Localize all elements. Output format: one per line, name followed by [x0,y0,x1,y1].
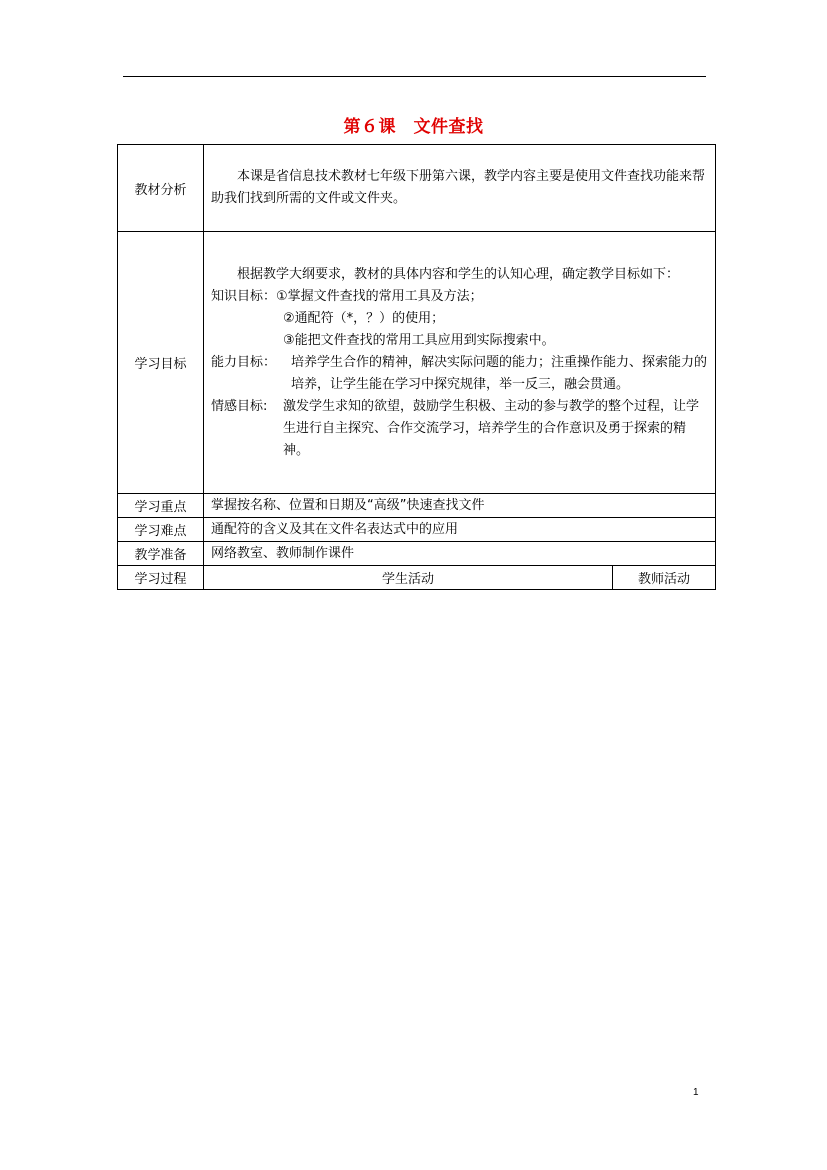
page-number: 1 [693,1087,699,1098]
emotion-goal [211,396,711,462]
knowledge-item-3: ③能把文件查找的常用工具应用到实际搜索中。 [283,332,555,348]
analysis-text: 本课是省信息技术教材七年级下册第六课，教学内容主要是使用文件查找功能来帮助我们找到所需的文件或文件夹。 [211,169,706,206]
difficulty-text: 通配符的含义及其在文件名表达式中的应用 [211,521,459,537]
focus-content [204,494,716,518]
knowledge-goal-label: 知识目标： [211,288,277,304]
knowledge-item-2: ②通配符（*，？）的使用； [283,310,445,326]
difficulty-label: 学习难点 [118,518,204,542]
difficulty-row [118,518,716,542]
process-row [118,566,716,590]
focus-text: 掌握按名称、位置和日期及“高级”快速查找文件 [211,497,485,513]
goals-content [204,232,716,494]
analysis-content [204,145,716,232]
preparation-row [118,542,716,566]
teacher-activity-header: 教师活动 [613,566,716,590]
goals-intro: 根据教学大纲要求，教材的具体内容和学生的认知心理，确定教学目标如下： [237,266,680,282]
student-activity-header: 学生活动 [204,566,613,590]
knowledge-item-1: ①掌握文件查找的常用工具及方法； [276,288,483,304]
analysis-row [118,145,716,232]
lesson-plan-table [117,144,716,590]
goals-label: 学习目标 [118,232,204,494]
preparation-content [204,542,716,566]
analysis-label: 教材分析 [118,145,204,232]
goals-row [118,232,716,494]
preparation-label: 教学准备 [118,542,204,566]
ability-goal-text: 培养学生合作的精神，解决实际问题的能力；注重操作能力、探索能力的培养，让学生能在学习中探究规律，举一反三，融会贯通。 [291,354,708,392]
focus-row [118,494,716,518]
page-title: 第６课 文件查找 [343,117,484,137]
knowledge-goal [211,286,711,308]
emotion-goal-text: 激发学生求知的欲望，鼓励学生积极、主动的参与教学的整个过程，让学生进行自主探究、合作交流学习，培养学生的合作意识及勇于探索的精神。 [283,398,700,458]
ability-goal-label: 能力目标： [211,354,277,370]
preparation-text: 网络教室、教师制作课件 [211,545,355,561]
ability-goal [211,352,711,396]
difficulty-content [204,518,716,542]
header-rule [123,76,706,77]
process-label: 学习过程 [118,566,204,590]
focus-label: 学习重点 [118,494,204,518]
emotion-goal-label: 情感目标: [211,398,268,414]
